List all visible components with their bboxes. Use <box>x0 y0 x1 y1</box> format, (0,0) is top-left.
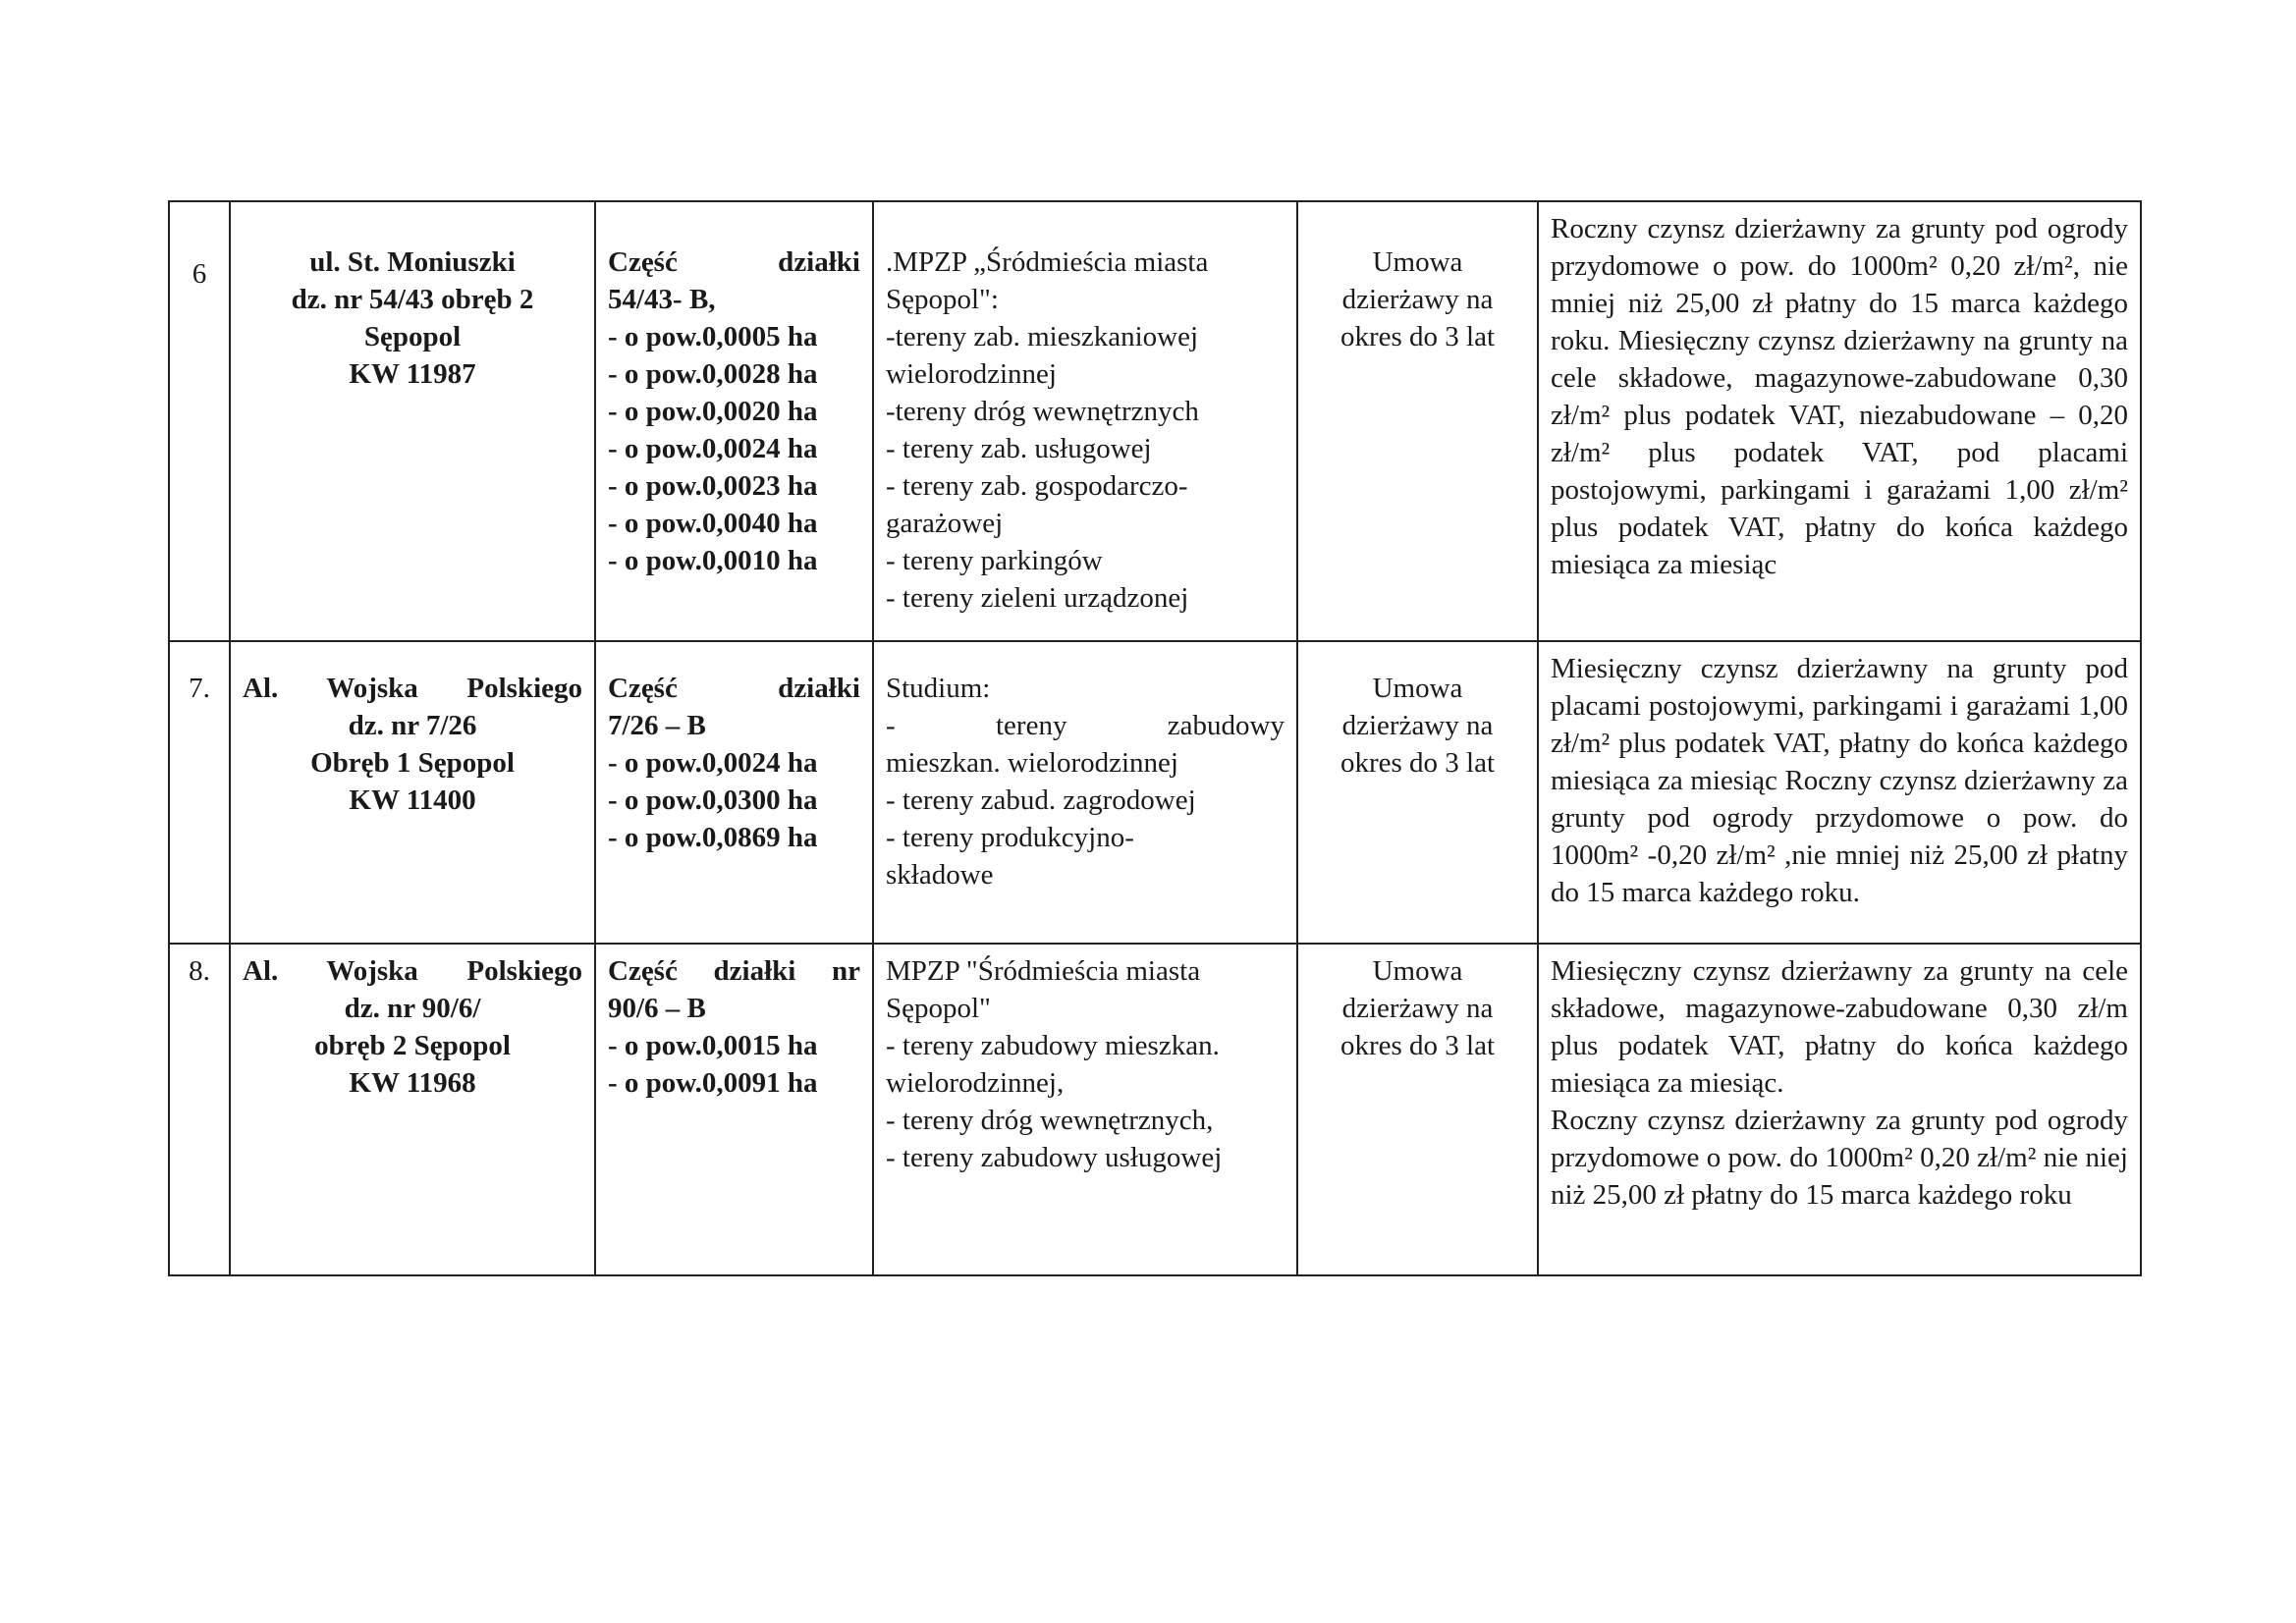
contract-line: okres do 3 lat <box>1339 747 1496 779</box>
parcel-area: - o pow.0,0040 ha <box>608 508 818 539</box>
parcel-area: - o pow.0,0024 ha <box>608 433 818 464</box>
rent-cell <box>1538 641 2141 944</box>
lease-table <box>168 200 2142 1276</box>
zoning-line: Sępopol" <box>886 993 991 1024</box>
zoning-line: - tereny zab. gospodarczo- <box>886 470 1188 502</box>
zoning-line: - tereny dróg wewnętrznych, <box>886 1105 1214 1136</box>
parcel-area: - o pow.0,0024 ha <box>608 747 818 779</box>
parcel-area: - o pow.0,0028 ha <box>608 358 818 390</box>
parcel-area: - o pow.0,0091 ha <box>608 1067 818 1099</box>
parcel-id: 54/43- B, <box>608 284 716 315</box>
row-number <box>169 944 230 1275</box>
contract-cell <box>1297 944 1538 1275</box>
contract-line: okres do 3 lat <box>1339 1030 1496 1061</box>
parcel-area: - o pow.0,0300 ha <box>608 784 818 816</box>
table-row <box>169 641 2141 944</box>
parcel-cell <box>595 641 873 944</box>
rent-text: Miesięczny czynsz dzierżawny za grunty na cele składowe, magazynowe-zabudowane 0,30 zł/m plus podatek VAT, płatny do końca każdego miesiąca za miesiąc. <box>1551 955 2128 1099</box>
location-parcel: dz. nr 54/43 obręb 2 <box>291 284 534 315</box>
parcel-cell <box>595 944 873 1275</box>
parcel-area: - o pow.0,0020 ha <box>608 396 818 427</box>
parcel-heading: Część działki <box>608 673 860 704</box>
zoning-plan-cell <box>873 641 1297 944</box>
row-number-text: 7. <box>189 673 210 704</box>
zoning-line: - tereny produkcyjno- <box>886 822 1134 853</box>
parcel-cell <box>595 201 873 641</box>
zoning-line: wielorodzinnej <box>886 358 1057 390</box>
zoning-line: .MPZP „Śródmieścia miasta <box>886 246 1209 278</box>
zoning-line: Studium: <box>886 673 991 704</box>
contract-line: dzierżawy na <box>1341 710 1494 741</box>
table-row <box>169 201 2141 641</box>
zoning-line: składowe <box>886 859 994 891</box>
location-street: Al. Wojska Polskiego <box>243 955 582 987</box>
zoning-line: - tereny zabud. zagrodowej <box>886 784 1196 816</box>
contract-line: Umowa <box>1372 246 1463 278</box>
row-number <box>169 201 230 641</box>
parcel-area: - o pow.0,0869 ha <box>608 822 818 853</box>
row-number <box>169 641 230 944</box>
row-number-text: 6 <box>191 258 207 290</box>
parcel-area: - o pow.0,0015 ha <box>608 1030 818 1061</box>
zoning-line: mieszkan. wielorodzinnej <box>886 747 1178 779</box>
table-row <box>169 944 2141 1275</box>
zoning-line: Sępopol": <box>886 284 999 315</box>
zoning-plan-cell <box>873 201 1297 641</box>
zoning-line: -tereny zab. mieszkaniowej <box>886 321 1199 352</box>
zoning-line: - tereny zabudowy <box>886 710 1285 741</box>
location-town: Sępopol <box>363 321 462 352</box>
rent-text-extra: Roczny czynsz dzierżawny za grunty pod ogrody przydomowe o pow. do 1000m² 0,20 zł/m² nie niej niż 25,00 zł płatny do 15 marca każdego roku <box>1551 1105 2128 1211</box>
contract-cell <box>1297 201 1538 641</box>
rent-text: Miesięczny czynsz dzierżawny na grunty pod placami postojowymi, parkingami i garażami 1,00 zł/m² plus podatek VAT, płatny do końca każdego miesiąca za miesiąc Roczny czynsz dzierżawny za grunty pod ogrody przydomowe o pow. do 1000m² -0,20 zł/m² ,nie mniej niż 25,00 zł płatny do 15 marca każdego roku. <box>1551 653 2128 908</box>
contract-line: dzierżawy na <box>1341 284 1494 315</box>
zoning-line: wielorodzinnej, <box>886 1067 1065 1099</box>
location-parcel: dz. nr 90/6/ <box>344 993 481 1024</box>
location-street: Al. Wojska Polskiego <box>243 673 582 704</box>
location-cell <box>230 201 595 641</box>
location-street: ul. St. Moniuszki <box>309 246 516 278</box>
location-cell <box>230 944 595 1275</box>
location-land-register: KW 11987 <box>349 358 476 390</box>
zoning-line: - tereny parkingów <box>886 545 1103 576</box>
location-town: Obręb 1 Sępopol <box>310 747 515 779</box>
parcel-id: 7/26 – B <box>608 710 706 741</box>
parcel-heading: Część działki nr <box>608 955 860 987</box>
zoning-line: garażowej <box>886 508 1004 539</box>
zoning-line: - tereny zieleni urządzonej <box>886 582 1189 614</box>
contract-line: Umowa <box>1372 673 1463 704</box>
parcel-area: - o pow.0,0023 ha <box>608 470 818 502</box>
zoning-line: - tereny zabudowy usługowej <box>886 1142 1223 1173</box>
row-number-text: 8. <box>189 955 210 987</box>
location-land-register: KW 11968 <box>349 1067 476 1099</box>
parcel-area: - o pow.0,0005 ha <box>608 321 818 352</box>
rent-cell <box>1538 201 2141 641</box>
zoning-plan-cell <box>873 944 1297 1275</box>
rent-text: Roczny czynsz dzierżawny za grunty pod ogrody przydomowe o pow. do 1000m² 0,20 zł/m², nie mniej niż 25,00 zł płatny do 15 marca każdego roku. Miesięczny czynsz dzierżawny na grunty na cele składowe, magazynowe-zabudowane 0,30 zł/m² plus podatek VAT, niezabudowane – 0,20 zł/m² plus podatek VAT, pod placami postojowymi, parkingami i garażami 1,00 zł/m² plus podatek VAT, płatny do końca każdego miesiąca za miesiąc <box>1551 213 2128 580</box>
contract-line: dzierżawy na <box>1341 993 1494 1024</box>
contract-line: okres do 3 lat <box>1339 321 1496 352</box>
zoning-line: -tereny dróg wewnętrznych <box>886 396 1199 427</box>
location-town: obręb 2 Sępopol <box>314 1030 511 1061</box>
location-land-register: KW 11400 <box>349 784 476 816</box>
zoning-line: - tereny zabudowy mieszkan. <box>886 1030 1220 1061</box>
location-parcel: dz. nr 7/26 <box>348 710 477 741</box>
zoning-line: MPZP "Śródmieścia miasta <box>886 955 1201 987</box>
location-cell <box>230 641 595 944</box>
zoning-line: - tereny zab. usługowej <box>886 433 1152 464</box>
contract-line: Umowa <box>1372 955 1463 987</box>
parcel-heading: Część działki <box>608 246 860 278</box>
rent-cell <box>1538 944 2141 1275</box>
contract-cell <box>1297 641 1538 944</box>
parcel-id: 90/6 – B <box>608 993 706 1024</box>
parcel-area: - o pow.0,0010 ha <box>608 545 818 576</box>
